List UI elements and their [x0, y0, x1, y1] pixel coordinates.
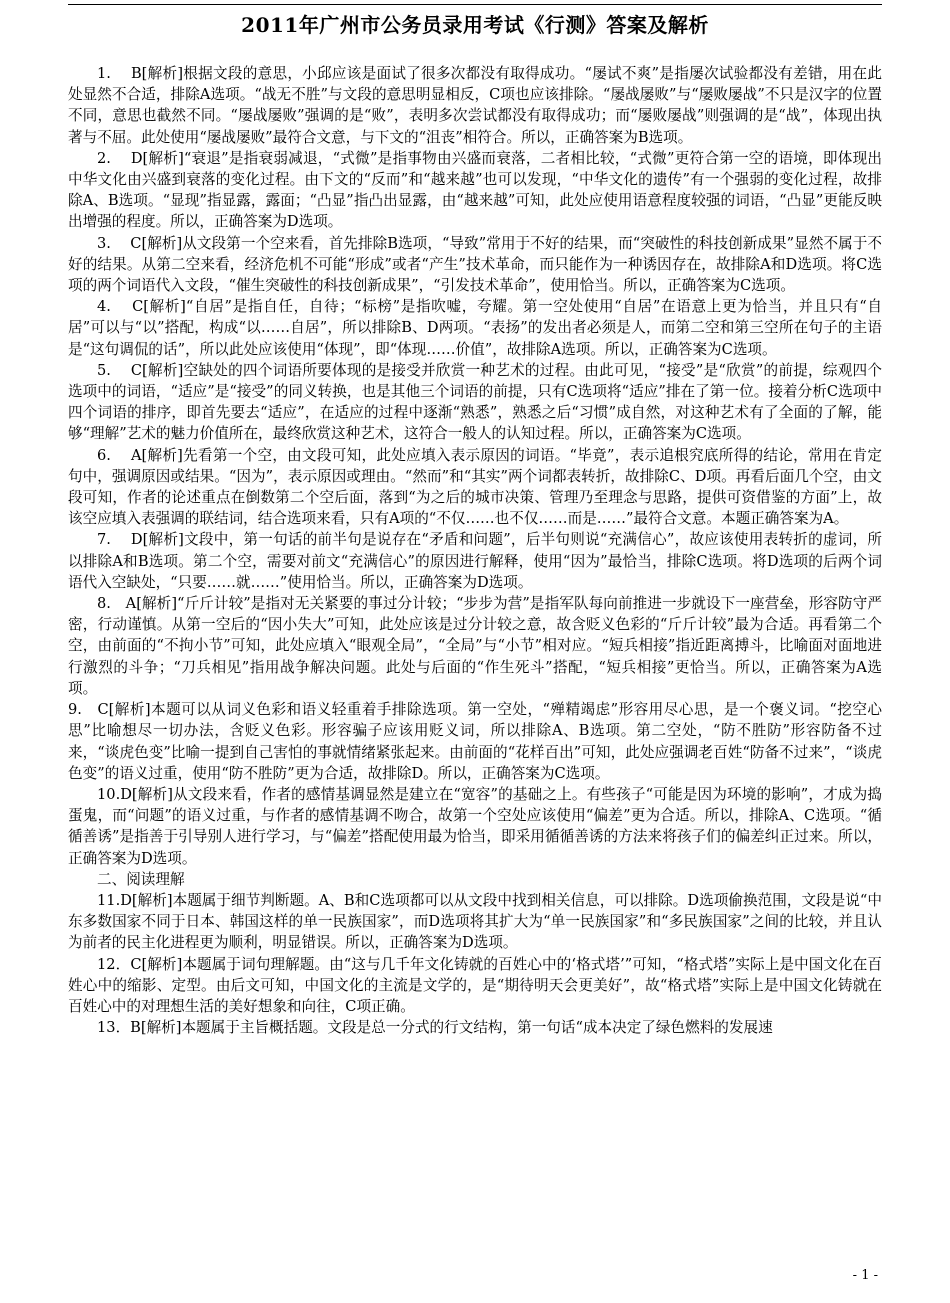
header-rule [68, 4, 882, 5]
paragraph-q12: 12．C[解析]本题属于词句理解题。由“这与几千年文化铸就的百姓心中的‘格式塔’”可知，“格式塔”实际上是中国文化在百姓心中的缩影、定型。由后文可知，中国文化的主流是文学的，是“期待明天会更美好”，故“格式塔”实际上是中国文化铸就在百姓心中的对理想生活的美好想象和向往，C项正确。 [68, 955, 882, 1015]
paragraph-q9: 9. C[解析]本题可以从词义色彩和语义轻重着手排除选项。第一空处，“殚精竭虑”形容用尽心思，是一个褒义词。“挖空心思”比喻想尽一切办法，含贬义色彩。形容骗子应该用贬义词，所以排除A、B选项。第二空处，“防不胜防”形容防备不过来，“谈虎色变”比喻一提到自己害怕的事就情绪紧张起来。由前面的“花样百出”可知，此处应强调老百姓“防备不过来”，“谈虎色变”的语义过重，使用“防不胜防”更为合适，故排除D。所以，正确答案为C选项。 [68, 701, 882, 782]
paragraph-q8: 8. A[解析]“斤斤计较”是指对无关紧要的事过分计较；“步步为营”是指军队每向前推进一步就设下一座营垒，形容防守严密，行动谨慎。从第一空后的“因小失大”可知，此处应该是过分计较之意，故含贬义色彩的“斤斤计较”最为合适。再看第二个空，由前面的“不拘小节”可知，此处应填入“眼观全局”，“全局”与“小节”相对应。“短兵相接”指近距离搏斗，比喻面对面地进行激烈的斗争；“刀兵相见”指用战争解决问题。此处与后面的“作生死斗”搭配，“短兵相接”更恰当。所以，正确答案为A选项。 [68, 595, 882, 697]
paragraph-q10: 10.D[解析]从文段来看，作者的感情基调显然是建立在“宽容”的基础之上。有些孩子“可能是因为环境的影响”，才成为捣蛋鬼，而“问题”的语义过重，与作者的感情基调不吻合，故第一个空处应该使用“偏差”更为合适。所以，排除A、C选项。“循循善诱”是指善于引导别人进行学习，与“偏差”搭配使用最为恰当，即采用循循善诱的方法来将孩子们的偏差纠正过来。所以，正确答案为D选项。 [68, 785, 882, 867]
paragraph-q7: 7. D[解析]文段中，第一句话的前半句是说存在“矛盾和问题”，后半句则说“充满信心”，故应该使用表转折的虚词，所以排除A和B选项。第二个空，需要对前文“充满信心”的原因进行解释，使用“因为”最恰当，排除C选项。将D选项的后两个词语代入空缺处，“只要……就……”使用恰当。所以，正确答案为D选项。 [68, 531, 882, 591]
paragraph-q2: 2. D[解析]“衰退”是指衰弱减退，“式微”是指事物由兴盛而衰落，二者相比较，“式微”更符合第一空的语境，即体现出中华文化由兴盛到衰落的变化过程。由下文的“反而”和“越来越”也可以发现，“中华文化的遗传”有一个强弱的变化过程，故排除A、B选项。“显现”指显露，露面；“凸显”指凸出显露，由“越来越”可知，此处应使用语意程度较强的词语，“凸显”更能反映出增强的程度。所以，正确答案为D选项。 [68, 149, 882, 231]
paragraph-q1: 1. B[解析]根据文段的意思，小邱应该是面试了很多次都没有取得成功。“屡试不爽”是指屡次试验都没有差错，用在此处显然不合适，排除A选项。“战无不胜”与文段的意思明显相反，C项也应该排除。“屡战屡败”与“屡败屡战”不只是汉字的位置不同，意思也截然不同。“屡战屡败”强调的是“败”，表明多次尝试都没有取得成功；而“屡败屡战”则强调的是“战”，体现出执著与不屈。此处使用“屡战屡败”最符合文意，与下文的“沮丧”相符合。所以，正确答案为B选项。 [68, 65, 882, 146]
page-number: - 1 - [852, 1268, 878, 1283]
paragraph-q4: 4. C[解析]“自居”是指自任，自待；“标榜”是指吹嘘，夸耀。第一空处使用“自居”在语意上更为恰当，并且只有“自居”可以与“以”搭配，构成“以……自居”，所以排除B、D两项。“表扬”的发出者必须是人，而第二空和第三空所在句子的主语是“这句调侃的话”，所以此处应该使用“体现”，即“体现……价值”，故排除A选项。所以，正确答案为C选项。 [68, 298, 882, 358]
page-title: 2011年广州市公务员录用考试《行测》答案及解析 [241, 13, 709, 37]
paragraph-q11: 11.D[解析]本题属于细节判断题。A、B和C选项都可以从文段中找到相关信息，可以排除。D选项偷换范围，文段是说“中东多数国家不同于日本、韩国这样的单一民族国家”，而D选项将其扩大为“单一民族国家”和“多民族国家”之间的比较，并且认为前者的民主化进程更为顺利，明显错误。所以，正确答案为D选项。 [68, 891, 882, 952]
document-body [68, 63, 882, 1038]
paragraph-q6: 6. A[解析]先看第一个空，由文段可知，此处应填入表示原因的词语。“毕竟”，表示追根究底所得的结论，常用在肯定句中，强调原因或结果。“因为”，表示原因或理由。“然而”和“其实”两个词都表转折，故排除C、D项。再看后面几个空，由文段可知，作者的论述重点在倒数第二个空后面，落到“为之后的城市决策、管理乃至理念与思路，提供可资借鉴的方面”上，故该空应填入表强调的联结词，结合选项来看，只有A项的“不仅……也不仅……而是……”最符合文意。本题正确答案为A。 [68, 446, 882, 528]
paragraph-q13: 13．B[解析]本题属于主旨概括题。文段是总一分式的行文结构，第一句话“成本决定了绿色燃料的发展速 [97, 1019, 773, 1037]
paragraph-q5: 5. C[解析]空缺处的四个词语所要体现的是接受并欣赏一种艺术的过程。由此可见，“接受”是“欣赏”的前提，综观四个选项中的词语，“适应”是“接受”的同义转换，也是其他三个词语的前提，只有C选项将“适应”排在了第一位。接着分析C选项中四个词语的排序，即首先要去“适应”，在适应的过程中逐渐“熟悉”，熟悉之后“习惯”成自然，对这种艺术有了全面的了解，能够“理解”艺术的魅力价值所在，最终欣赏这种艺术，这符合一般人的认知过程。所以，正确答案为C选项。 [68, 361, 882, 443]
section-heading-reading: 二、阅读理解 [97, 870, 185, 888]
paragraph-q3: 3. C[解析]从文段第一个空来看，首先排除B选项，“导致”常用于不好的结果，而“突破性的科技创新成果”显然不属于不好的结果。从第二空来看，经济危机不可能“形成”或者“产生”技术革命，而只能作为一种诱因存在，故排除A和D选项。将C选项的两个词语代入文段，“催生突破性的科技创新成果”，“引发技术革命”，使用恰当。所以，正确答案为C选项。 [68, 234, 882, 295]
